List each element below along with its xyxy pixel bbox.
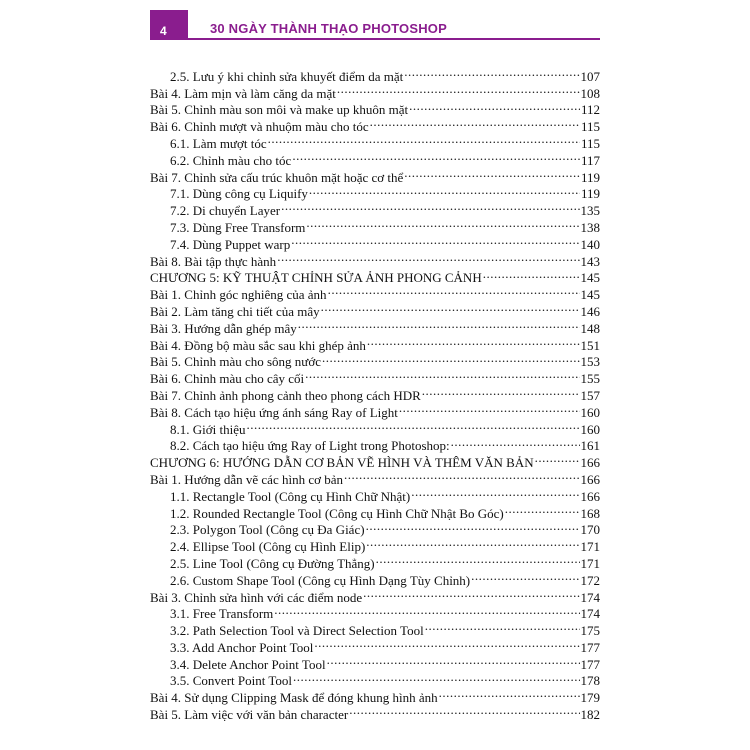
toc-entry-title: 3.2. Path Selection Tool và Direct Selection Tool	[170, 623, 424, 639]
toc-leader-dots	[349, 702, 579, 719]
toc-leader-dots	[306, 215, 579, 232]
toc-leader-dots	[274, 602, 579, 619]
toc-entry-page: 161	[580, 438, 600, 454]
toc-leader-dots	[366, 518, 580, 535]
toc-entry-page: 171	[580, 539, 600, 555]
toc-entry-page: 146	[580, 303, 600, 319]
toc-entry-page: 143	[580, 253, 600, 269]
toc-entry-title: Bài 8. Bài tập thực hành	[150, 253, 277, 269]
toc-entry-page: 145	[580, 287, 600, 303]
toc-entry-page: 170	[580, 522, 600, 538]
toc-leader-dots	[535, 450, 580, 467]
toc-entry-page: 115	[580, 119, 600, 135]
toc-leader-dots	[322, 350, 580, 367]
toc-entry-title: Bài 1. Hướng dẫn vẽ các hình cơ bản	[150, 471, 343, 487]
toc-entry-page: 153	[580, 354, 600, 370]
toc-entry-title: Bài 4. Đồng bộ màu sắc sau khi ghép ảnh	[150, 337, 366, 353]
toc-entry-page: 166	[580, 455, 600, 471]
toc-entry-page: 151	[580, 337, 600, 353]
toc-leader-dots	[309, 182, 580, 199]
toc-leader-dots	[293, 669, 580, 686]
toc-entry-page: 166	[580, 488, 600, 504]
toc-entry-page: 160	[580, 421, 600, 437]
toc-leader-dots	[321, 299, 580, 316]
header-rule	[150, 38, 600, 40]
toc-entry-title: 6.1. Làm mượt tóc	[170, 135, 267, 151]
toc-entry-title: Bài 7. Chỉnh sửa cấu trúc khuôn mặt hoặc cơ thể	[150, 169, 404, 185]
toc-entry-title: 1.1. Rectangle Tool (Công cụ Hình Chữ Nhật)	[170, 488, 411, 504]
toc-entry-page: 115	[580, 135, 600, 151]
toc-entry-page: 172	[580, 572, 600, 588]
toc-entry-page: 112	[580, 102, 600, 118]
toc-leader-dots	[292, 148, 580, 165]
toc-entry-page: 178	[580, 673, 600, 689]
toc-entry-title: Bài 5. Chỉnh màu cho sông nước	[150, 354, 321, 370]
toc-leader-dots	[268, 131, 580, 148]
toc-leader-dots	[305, 366, 579, 383]
toc-entry-page: 155	[580, 371, 600, 387]
toc-leader-dots	[439, 685, 580, 702]
toc-entry-title: 3.4. Delete Anchor Point Tool	[170, 656, 326, 672]
toc-entry-page: 175	[580, 623, 600, 639]
toc-leader-dots	[344, 467, 580, 484]
toc-entry-page: 174	[580, 589, 600, 605]
toc-leader-dots	[291, 232, 579, 249]
toc-leader-dots	[328, 282, 580, 299]
toc-leader-dots	[483, 266, 580, 283]
toc-entry-title: 2.6. Custom Shape Tool (Công cụ Hình Dạng Tùy Chỉnh)	[170, 572, 471, 588]
page-header	[150, 10, 600, 40]
toc-entry-title: Bài 1. Chỉnh góc nghiêng của ảnh	[150, 287, 327, 303]
toc-entry-page: 174	[580, 606, 600, 622]
toc-leader-dots	[409, 98, 580, 115]
toc-leader-dots	[399, 400, 580, 417]
toc-entry-title: CHƯƠNG 6: HƯỚNG DẪN CƠ BẢN VẼ HÌNH VÀ THÊM VĂN BẢN	[150, 455, 534, 471]
toc-leader-dots	[411, 484, 579, 501]
toc-entry-title: 2.5. Lưu ý khi chỉnh sửa khuyết điểm da mặt	[170, 68, 404, 84]
toc-entry-page: 157	[580, 387, 600, 403]
toc-leader-dots	[298, 316, 580, 333]
toc-entry-title: 3.1. Free Transform	[170, 606, 274, 622]
toc-leader-dots	[404, 64, 579, 81]
toc-leader-dots	[327, 652, 580, 669]
toc-entry-title: Bài 7. Chỉnh ảnh phong cảnh theo phong cách HDR	[150, 387, 421, 403]
toc-entry-title: 7.1. Dùng công cụ Liquify	[170, 186, 308, 202]
toc-leader-dots	[277, 249, 579, 266]
toc-entry-page: 145	[580, 270, 600, 286]
toc-leader-dots	[422, 383, 580, 400]
toc-entry-title: Bài 3. Hướng dẫn ghép mây	[150, 320, 297, 336]
toc-entry-title: Bài 6. Chỉnh mượt và nhuộm màu cho tóc	[150, 119, 369, 135]
toc-leader-dots	[425, 618, 580, 635]
toc-entry-title: 7.3. Dùng Free Transform	[170, 219, 306, 235]
toc-entry-title: 7.4. Dùng Puppet warp	[170, 236, 291, 252]
toc-entry-page: 108	[580, 85, 600, 101]
toc-entry-page: 138	[580, 219, 600, 235]
toc-entry-title: 8.1. Giới thiệu	[170, 421, 246, 437]
toc-entry-page: 160	[580, 404, 600, 420]
toc-leader-dots	[370, 114, 580, 131]
toc-entry-title: Bài 4. Sử dụng Clipping Mask để đóng khung hình ảnh	[150, 690, 438, 706]
toc-entry-title: 7.2. Di chuyển Layer	[170, 203, 281, 219]
toc-entry-title: Bài 4. Làm mịn và làm căng da mặt	[150, 85, 336, 101]
toc-entry-title: 1.2. Rounded Rectangle Tool (Công cụ Hình Chữ Nhật Bo Góc)	[170, 505, 504, 521]
toc-entry-title: 8.2. Cách tạo hiệu ứng Ray of Light trong Photoshop:	[170, 438, 450, 454]
toc-leader-dots	[363, 585, 579, 602]
toc-entry-page: 182	[580, 707, 600, 723]
toc-entry-page: 119	[580, 186, 600, 202]
toc-entry-page: 140	[580, 236, 600, 252]
toc-entry-title: 2.4. Ellipse Tool (Công cụ Hình Elip)	[170, 539, 366, 555]
toc-entry-page: 148	[580, 320, 600, 336]
toc-entry-page: 168	[580, 505, 600, 521]
toc-leader-dots	[376, 551, 580, 568]
toc-leader-dots	[505, 501, 580, 518]
toc-entry-title: 6.2. Chỉnh màu cho tóc	[170, 152, 292, 168]
toc-entry-title: Bài 3. Chỉnh sửa hình với các điểm node	[150, 589, 363, 605]
toc-entry-title: Bài 5. Chỉnh màu son môi và make up khuôn mặt	[150, 102, 409, 118]
toc-entry-page: 107	[580, 68, 600, 84]
toc-entry-title: CHƯƠNG 5: KỸ THUẬT CHỈNH SỬA ẢNH PHONG CẢNH	[150, 270, 482, 286]
toc-leader-dots	[246, 417, 579, 434]
book-title: 30 NGÀY THÀNH THẠO PHOTOSHOP	[210, 21, 447, 36]
toc-entry-page: 117	[580, 152, 600, 168]
toc-entry-page: 119	[580, 169, 600, 185]
toc-entry-title: 3.3. Add Anchor Point Tool	[170, 639, 314, 655]
toc-entry-title: Bài 8. Cách tạo hiệu ứng ánh sáng Ray of Light	[150, 404, 398, 420]
toc-entry-page: 177	[580, 656, 600, 672]
toc-entry-page: 166	[580, 471, 600, 487]
toc-leader-dots	[314, 635, 579, 652]
toc-entry-title: Bài 2. Làm tăng chi tiết của mây	[150, 303, 320, 319]
toc-leader-dots	[404, 165, 580, 182]
toc-entry-title: 2.3. Polygon Tool (Công cụ Đa Giác)	[170, 522, 365, 538]
toc-leader-dots	[367, 333, 580, 350]
toc-entry-page: 177	[580, 639, 600, 655]
page-number: 4	[160, 24, 167, 38]
toc-leader-dots	[281, 198, 579, 215]
page-number-tab	[150, 10, 188, 40]
toc-leader-dots	[366, 534, 579, 551]
toc-entry-title: 2.5. Line Tool (Công cụ Đường Thẳng)	[170, 555, 375, 571]
toc-leader-dots	[337, 81, 580, 98]
table-of-contents	[150, 64, 600, 723]
toc-leader-dots	[451, 434, 580, 451]
toc-entry-page: 135	[580, 203, 600, 219]
toc-entry-page: 179	[580, 690, 600, 706]
toc-leader-dots	[471, 568, 579, 585]
toc-entry-title: 3.5. Convert Point Tool	[170, 673, 292, 689]
toc-entry-page: 171	[580, 555, 600, 571]
toc-entry-title: Bài 5. Làm việc với văn bản character	[150, 707, 349, 723]
toc-entry-title: Bài 6. Chỉnh màu cho cây cối	[150, 371, 305, 387]
toc-entry	[150, 64, 600, 84]
